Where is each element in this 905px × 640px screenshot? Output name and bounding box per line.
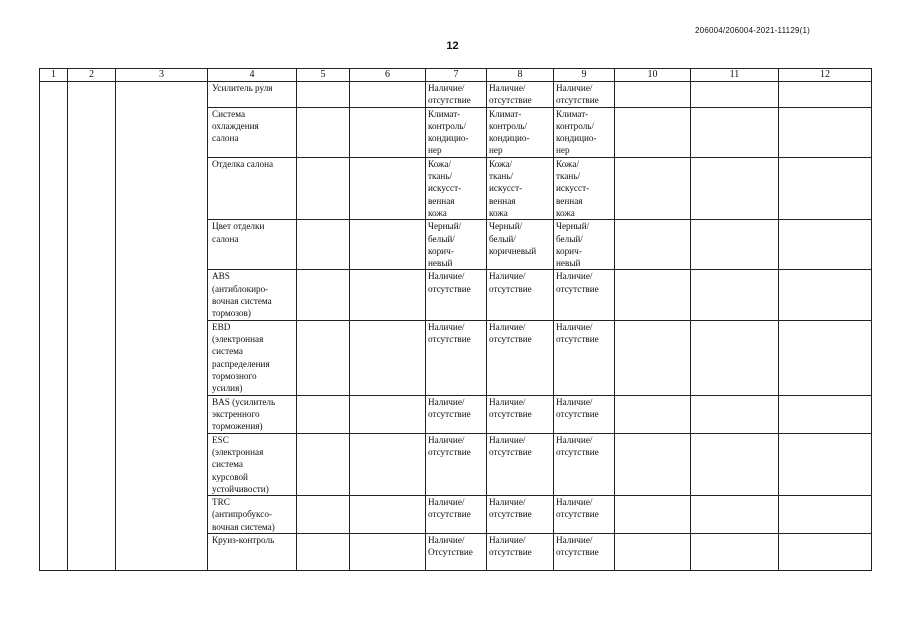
row-name: Круиз-контроль [212, 535, 275, 546]
cell-col1 [40, 82, 68, 571]
column-header: 9 [554, 69, 615, 82]
cell-col10 [615, 157, 691, 219]
column-header: 2 [68, 69, 116, 82]
cell-col5 [297, 534, 350, 571]
cell-col12 [779, 270, 872, 320]
cell-col11 [691, 320, 779, 395]
cell-col8: Наличие/ отсутствие [489, 321, 532, 344]
cell-col11 [691, 270, 779, 320]
column-header: 4 [208, 69, 297, 82]
cell-col12 [779, 220, 872, 270]
cell-col11 [691, 534, 779, 571]
cell-col7: Наличие/ отсутствие [428, 271, 471, 294]
cell-col12 [779, 496, 872, 534]
cell-col6 [350, 157, 426, 219]
cell-col7: Черный/ белый/ корич- невый [428, 221, 462, 269]
row-name: BAS (усилитель экстренного торможения) [212, 396, 276, 432]
cell-col2 [68, 82, 116, 571]
cell-col10 [615, 82, 691, 108]
cell-col3 [116, 82, 208, 571]
cell-col7: Наличие/ отсутствие [428, 321, 471, 344]
cell-col7: Наличие/ отсутствие [428, 396, 471, 419]
row-name: ESC (электронная система курсовой устойчивости) [212, 434, 269, 494]
cell-col5 [297, 82, 350, 108]
cell-col5 [297, 395, 350, 433]
cell-col8: Климат- контроль/ кондицио- нер [489, 108, 530, 156]
cell-col8: Наличие/ отсутствие [489, 271, 532, 294]
cell-col11 [691, 395, 779, 433]
cell-col9: Наличие/ отсутствие [556, 535, 599, 558]
cell-col9: Наличие/ отсутствие [556, 396, 599, 419]
cell-col10 [615, 433, 691, 495]
cell-col7: Наличие/ Отсутствие [428, 535, 473, 558]
cell-col8: Наличие/ отсутствие [489, 497, 532, 520]
cell-col10 [615, 534, 691, 571]
cell-col5 [297, 107, 350, 157]
column-header: 10 [615, 69, 691, 82]
cell-col8: Кожа/ ткань/ искусст- венная кожа [489, 158, 523, 218]
row-name: TRC (антипробуксо- вочная система) [212, 497, 275, 532]
cell-col7: Наличие/ отсутствие [428, 497, 471, 520]
cell-col12 [779, 107, 872, 157]
cell-col8: Наличие/ отсутствие [489, 535, 532, 558]
cell-col6 [350, 270, 426, 320]
row-name: Отделка салона [212, 158, 274, 169]
cell-col10 [615, 107, 691, 157]
cell-col10 [615, 270, 691, 320]
document-id: 206004/206004-2021-11129(1) [695, 26, 810, 35]
cell-col9: Климат- контроль/ кондицио- нер [556, 108, 597, 156]
column-header: 5 [297, 69, 350, 82]
cell-col5 [297, 496, 350, 534]
cell-col12 [779, 320, 872, 395]
cell-col5 [297, 320, 350, 395]
cell-col9: Наличие/ отсутствие [556, 497, 599, 520]
cell-col10 [615, 320, 691, 395]
table-header-row [40, 69, 872, 82]
cell-col8: Наличие/ отсутствие [489, 434, 532, 457]
cell-col10 [615, 496, 691, 534]
cell-col6 [350, 82, 426, 108]
cell-col11 [691, 496, 779, 534]
cell-col9: Наличие/ отсутствие [556, 321, 599, 344]
cell-col6 [350, 320, 426, 395]
column-header: 12 [779, 69, 872, 82]
cell-col7: Кожа/ ткань/ искусст- венная кожа [428, 158, 462, 218]
table-row [40, 82, 872, 108]
column-header: 7 [426, 69, 487, 82]
cell-col5 [297, 157, 350, 219]
cell-col11 [691, 82, 779, 108]
cell-col11 [691, 107, 779, 157]
cell-col9: Наличие/ отсутствие [556, 434, 599, 457]
cell-col7: Наличие/ отсутствие [428, 434, 471, 457]
cell-col12 [779, 82, 872, 108]
row-name: Цвет отделки салона [212, 221, 265, 244]
column-header: 11 [691, 69, 779, 82]
cell-col9: Наличие/ отсутствие [556, 271, 599, 294]
cell-col9: Черный/ белый/ корич- невый [556, 221, 590, 269]
cell-col11 [691, 220, 779, 270]
cell-col8: Черный/ белый/ коричневый [489, 221, 537, 256]
cell-col6 [350, 395, 426, 433]
cell-col7: Климат- контроль/ кондицио- нер [428, 108, 469, 156]
cell-col11 [691, 157, 779, 219]
cell-col10 [615, 395, 691, 433]
cell-col10 [615, 220, 691, 270]
cell-col6 [350, 220, 426, 270]
cell-col5 [297, 433, 350, 495]
cell-col12 [779, 534, 872, 571]
cell-col5 [297, 220, 350, 270]
cell-col8: Наличие/ отсутствие [489, 83, 532, 106]
cell-col7: Наличие/ отсутствие [428, 83, 471, 106]
cell-col9: Кожа/ ткань/ искусст- венная кожа [556, 158, 590, 218]
cell-col8: Наличие/ отсутствие [489, 396, 532, 419]
column-header: 8 [487, 69, 554, 82]
page-number: 12 [446, 40, 459, 52]
cell-col6 [350, 534, 426, 571]
cell-col6 [350, 433, 426, 495]
cell-col12 [779, 433, 872, 495]
cell-col12 [779, 395, 872, 433]
spec-table [39, 68, 872, 571]
cell-col6 [350, 107, 426, 157]
cell-col6 [350, 496, 426, 534]
column-header: 1 [40, 69, 68, 82]
row-name: Система охлаждения салона [212, 108, 259, 144]
column-header: 6 [350, 69, 426, 82]
row-name: ABS (антиблокиро- вочная система тормозов) [212, 271, 272, 319]
cell-col9: Наличие/ отсутствие [556, 83, 599, 106]
column-header: 3 [116, 69, 208, 82]
row-name: EBD (электронная система распределения тормозного усилия) [212, 321, 270, 394]
cell-col5 [297, 270, 350, 320]
cell-col12 [779, 157, 872, 219]
cell-col11 [691, 433, 779, 495]
row-name: Усилитель руля [212, 83, 273, 93]
